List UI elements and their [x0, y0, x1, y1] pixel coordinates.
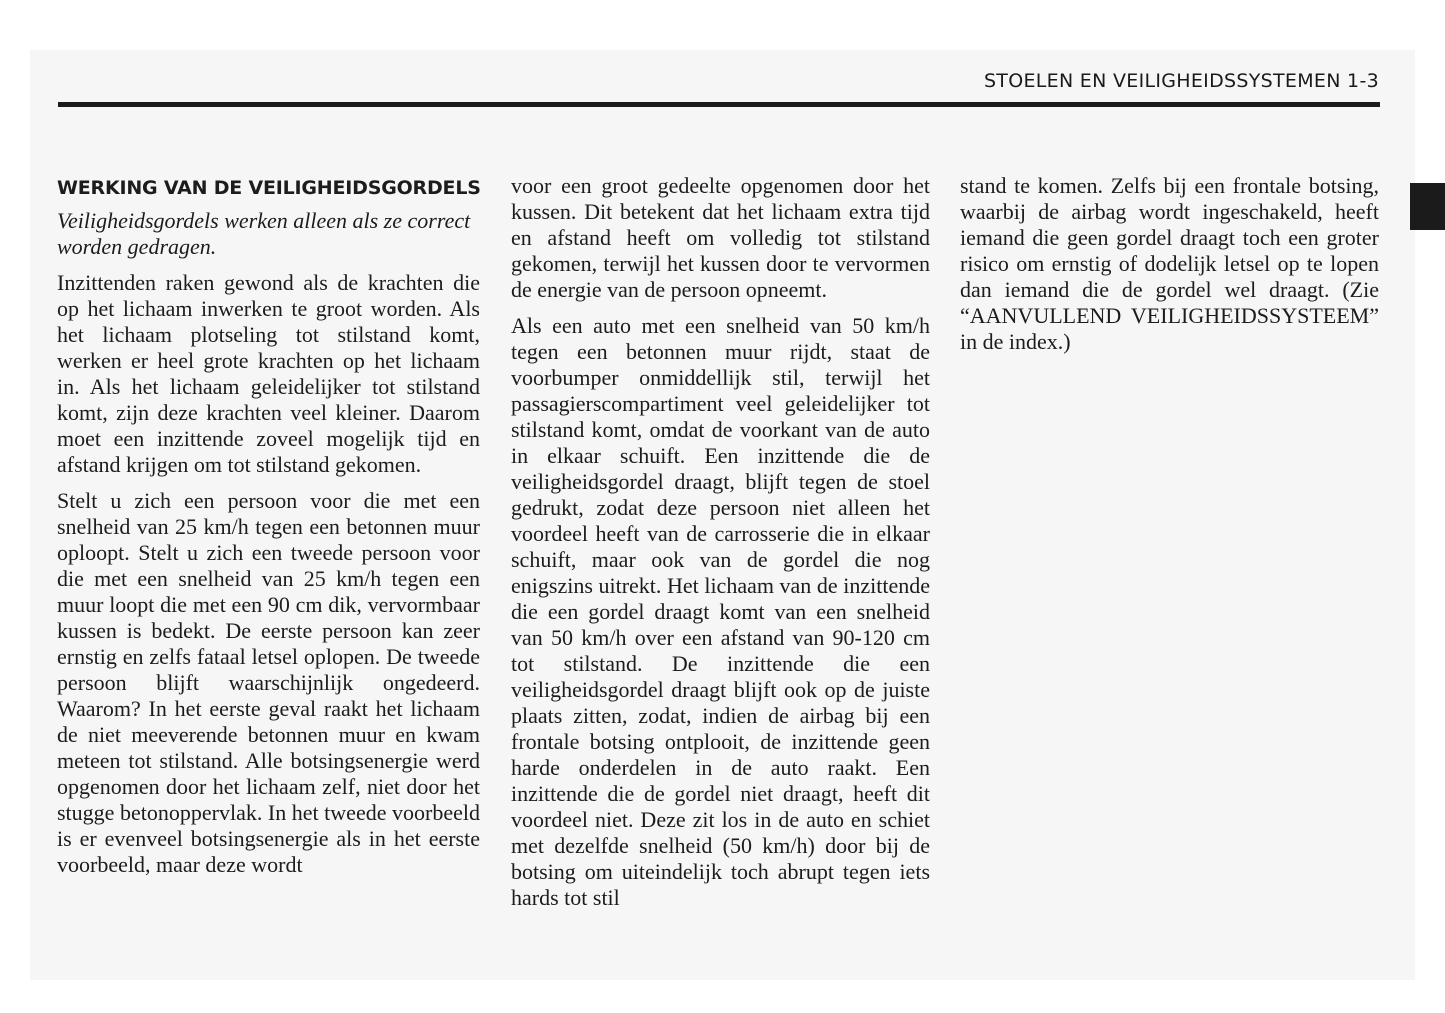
- paragraph: stand te komen. Zelfs bij een frontale botsing, waarbij de airbag wordt ingeschakeld, heeft iemand die geen gordel draagt toch een groter risico om ernstig of dodelijk letsel op te lopen dan iemand die de gordel wel draagt. (Zie “AANVULLEND VEILIGHEIDSSYSTEEM” in de index.): [960, 173, 1379, 354]
- paragraph: Inzittenden raken gewond als de krachten die op het lichaam inwerken te groot worden. Als het lichaam plotseling tot stilstand komt, werken er heel grote krachten op het lichaam in. Als het lichaam geleidelijker tot stilstand komt, zijn deze krachten veel kleiner. Daarom moet een inzittende zoveel mogelijk tijd en afstand krijgen om tot stilstand gekomen.: [57, 270, 480, 477]
- column-3: [960, 173, 1379, 365]
- running-header: STOELEN EN VEILIGHEIDSSYSTEMEN 1-3: [983, 70, 1379, 92]
- section-intro: Veiligheidsgordels werken alleen als ze correct worden gedragen.: [57, 208, 471, 259]
- section-title: WERKING VAN DE VEILIGHEIDSGORDELS: [57, 177, 481, 199]
- column-1: [57, 173, 480, 888]
- column-2: [511, 173, 930, 921]
- paragraph: Als een auto met een snelheid van 50 km/h tegen een betonnen muur rijdt, staat de voorbumper onmiddellijk stil, terwijl het passagierscompartiment veel geleidelijker tot stilstand komt, omdat de voorkant van de auto in elkaar schuift. Een inzittende die de veiligheidsgordel draagt, blijft tegen de stoel gedrukt, zodat deze persoon niet alleen het voordeel heeft van de carrosserie die in elkaar schuift, maar ook van de gordel die nog enigszins uitrekt. Het lichaam van de inzittende die een gordel draagt komt van een snelheid van 50 km/h over een afstand van 90-120 cm tot stilstand. De inzittende die een veiligheidsgordel draagt blijft ook op de juiste plaats zitten, zodat, indien de airbag bij een frontale botsing ontplooit, de inzittende geen harde onderdelen in de auto raakt. Een inzittende die de gordel niet draagt, heeft dit voordeel niet. Deze zit los in de auto en schiet met dezelfde snelheid (50 km/h) door bij de botsing om uiteindelijk toch abrupt tegen iets hards tot stil: [511, 313, 930, 910]
- header-rule: [58, 102, 1380, 107]
- paragraph: Stelt u zich een persoon voor die met een snelheid van 25 km/h tegen een betonnen muur oploopt. Stelt u zich een tweede persoon voor die met een snelheid van 25 km/h tegen een muur loopt die met een 90 cm dik, vervormbaar kussen is bedekt. De eerste persoon kan zeer ernstig en zelfs fataal letsel oplopen. De tweede persoon blijft waarschijnlijk ongedeerd. Waarom? In het eerste geval raakt het lichaam de niet meeverende betonnen muur en kwam meteen tot stilstand. Alle botsingsenergie werd opgenomen door het lichaam zelf, niet door het stugge betonoppervlak. In het tweede voorbeeld is er evenveel botsingsenergie als in het eerste voorbeeld, maar deze wordt: [57, 488, 480, 877]
- paragraph: voor een groot gedeelte opgenomen door het kussen. Dit betekent dat het lichaam extra tijd en afstand heeft om volledig tot stilstand gekomen, terwijl het kussen door te vervormen de energie van de persoon opneemt.: [511, 173, 930, 302]
- section-tab-marker: [1410, 183, 1445, 230]
